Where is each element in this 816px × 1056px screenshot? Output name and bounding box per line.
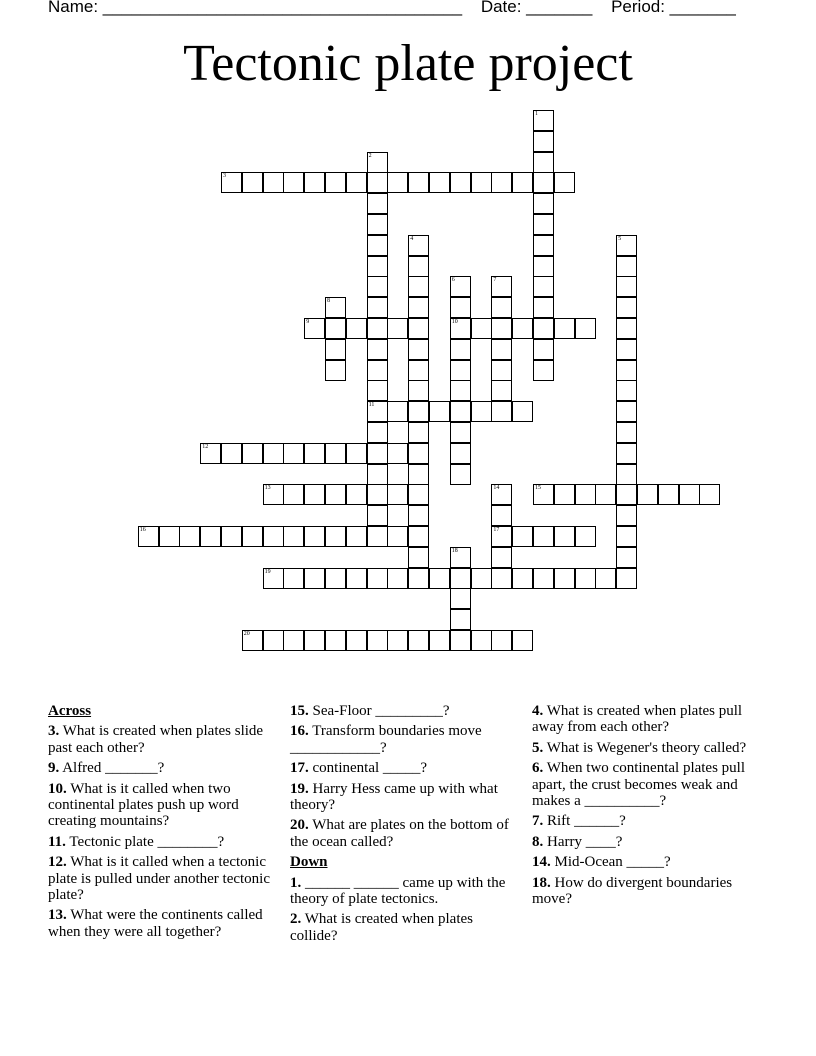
grid-cell[interactable] [533,484,554,505]
grid-cell[interactable] [491,172,512,193]
grid-cell[interactable] [200,526,221,547]
grid-cell[interactable] [367,256,388,277]
grid-cell[interactable] [491,484,512,505]
grid-cell[interactable] [471,568,492,589]
clue-number: 16. [290,723,309,740]
grid-cell[interactable] [304,630,325,651]
grid-cell[interactable] [304,526,325,547]
grid-cell[interactable] [346,443,367,464]
grid-cell[interactable] [221,443,242,464]
grid-cell[interactable] [616,568,637,589]
grid-cell[interactable] [387,484,408,505]
grid-cell[interactable] [159,526,180,547]
grid-cell[interactable] [533,235,554,256]
across-clue [290,703,522,719]
across-clue [48,907,280,940]
grid-cell[interactable] [533,360,554,381]
grid-cell[interactable] [533,276,554,297]
clue-number: 8. [532,833,544,850]
grid-cell[interactable] [658,484,679,505]
grid-cell[interactable] [304,443,325,464]
grid-cell[interactable] [450,380,471,401]
grid-cell[interactable] [283,568,304,589]
clue-number: 18 [451,547,458,554]
clue-text: What is created when plates slide past each other? [48,723,264,756]
grid-cell[interactable] [408,339,429,360]
across-clue [290,723,522,756]
grid-cell[interactable] [450,443,471,464]
grid-cell[interactable] [367,276,388,297]
grid-cell[interactable] [699,484,720,505]
clue-number: 17 [493,527,500,533]
clue-number: 6. [532,760,544,777]
grid-cell[interactable] [367,297,388,318]
grid-cell[interactable] [346,630,367,651]
grid-cell[interactable] [408,484,429,505]
grid-cell[interactable] [408,526,429,547]
grid-cell[interactable] [429,401,450,422]
clue-text: What is created when plates pull away from each other? [532,703,743,736]
clue-text: ______ ______ came up with the theory of plate tectonics. [290,874,506,908]
grid-cell[interactable] [616,464,637,485]
grid-cell[interactable] [325,484,346,505]
grid-cell[interactable] [554,484,575,505]
grid-cell[interactable] [408,318,429,339]
grid-cell[interactable] [325,630,346,651]
across-clue [48,781,280,830]
grid-cell[interactable] [533,214,554,235]
grid-cell[interactable] [533,339,554,360]
grid-cell[interactable] [346,484,367,505]
clue-number: 11 [368,402,375,409]
clue-text: Mid-Ocean _____? [554,854,671,871]
grid-cell[interactable] [512,630,533,651]
grid-cell[interactable] [325,172,346,193]
grid-cell[interactable] [491,401,512,422]
clue-number: 1 [535,111,538,117]
grid-cell[interactable] [367,464,388,485]
grid-cell[interactable] [533,568,554,589]
down-clue [532,834,764,850]
grid-cell[interactable] [387,172,408,193]
grid-cell[interactable] [450,464,471,485]
grid-cell[interactable] [533,131,554,152]
grid-cell[interactable] [491,630,512,651]
grid-cell[interactable] [408,172,429,193]
grid-cell[interactable] [491,297,512,318]
grid-cell[interactable] [616,276,637,297]
grid-cell[interactable] [512,568,533,589]
across-clue [48,834,280,850]
grid-cell[interactable] [471,401,492,422]
clue-text: How do divergent boundaries move? [532,874,733,908]
grid-cell[interactable] [367,193,388,214]
grid-cell[interactable] [242,630,263,651]
grid-cell[interactable] [367,401,388,422]
grid-cell[interactable] [408,256,429,277]
grid-cell[interactable] [283,526,304,547]
clue-number: 8 [327,298,330,305]
clue-number: 10 [451,319,458,325]
grid-cell[interactable] [575,526,596,547]
grid-cell[interactable] [450,547,471,568]
grid-cell[interactable] [429,172,450,193]
clue-text: Sea-Floor _________? [312,703,450,719]
clues-column-3 [532,703,764,911]
grid-cell[interactable] [242,526,263,547]
grid-cell[interactable] [512,401,533,422]
grid-cell[interactable] [242,443,263,464]
grid-cell[interactable] [304,318,325,339]
grid-cell[interactable] [450,297,471,318]
grid-cell[interactable] [616,256,637,277]
grid-cell[interactable] [221,172,242,193]
grid-cell[interactable] [450,422,471,443]
grid-cell[interactable] [325,360,346,381]
grid-cell[interactable] [387,318,408,339]
grid-cell[interactable] [179,526,200,547]
grid-cell[interactable] [408,547,429,568]
grid-cell[interactable] [533,297,554,318]
across-clue-list-continued [290,703,522,850]
grid-cell[interactable] [491,339,512,360]
grid-cell[interactable] [408,464,429,485]
down-clue [532,813,764,829]
grid-cell[interactable] [616,339,637,360]
grid-cell[interactable] [263,172,284,193]
clue-text: Transform boundaries move ____________? [290,723,482,756]
grid-cell[interactable] [616,443,637,464]
clue-number: 3 [223,173,226,180]
grid-cell[interactable] [616,297,637,318]
across-heading: Across [48,703,92,719]
clue-number: 9 [306,319,310,325]
grid-cell[interactable] [595,568,616,589]
grid-cell[interactable] [408,276,429,297]
grid-cell[interactable] [491,505,512,526]
clue-number: 19. [290,780,309,797]
grid-cell[interactable] [533,172,554,193]
grid-cell[interactable] [616,505,637,526]
clue-number: 15. [290,703,309,719]
grid-cell[interactable] [512,172,533,193]
clues-column-2 [290,703,522,948]
grid-cell[interactable] [200,443,221,464]
grid-cell[interactable] [533,526,554,547]
clue-number: 6 [451,277,455,284]
down-clue [532,854,764,870]
clue-number: 7 [493,277,497,284]
grid-cell[interactable] [346,172,367,193]
clue-number: 13 [264,485,271,492]
clue-text: What is created when plates collide? [290,911,473,944]
clue-text: When two continental plates pull apart, the crust becomes weak and makes a __________? [532,760,746,810]
grid-cell[interactable] [408,297,429,318]
grid-cell[interactable] [408,380,429,401]
grid-cell[interactable] [367,422,388,443]
grid-cell[interactable] [387,568,408,589]
down-clue [532,875,764,908]
grid-cell[interactable] [367,339,388,360]
grid-cell[interactable] [367,526,388,547]
down-clue [532,760,764,809]
grid-cell[interactable] [533,256,554,277]
grid-cell[interactable] [512,526,533,547]
clue-number: 19 [264,568,271,575]
grid-cell[interactable] [367,568,388,589]
grid-cell[interactable] [387,401,408,422]
clue-number: 4 [410,235,414,242]
grid-cell[interactable] [554,526,575,547]
clue-text: Rift ______? [547,813,626,830]
across-clue [290,781,522,814]
grid-cell[interactable] [408,401,429,422]
grid-cell[interactable] [491,360,512,381]
grid-cell[interactable] [471,318,492,339]
grid-cell[interactable] [450,588,471,609]
grid-cell[interactable] [325,526,346,547]
down-heading: Down [290,854,328,871]
grid-cell[interactable] [491,380,512,401]
grid-cell[interactable] [263,484,284,505]
clue-number: 17. [290,760,309,777]
grid-cell[interactable] [616,422,637,443]
grid-cell[interactable] [491,526,512,547]
grid-cell[interactable] [575,568,596,589]
grid-cell[interactable] [367,380,388,401]
clue-text: What is Wegener's theory called? [546,739,747,756]
clue-number: 14 [493,485,500,492]
grid-cell[interactable] [325,568,346,589]
clue-number: 9. [48,760,60,777]
grid-cell[interactable] [387,443,408,464]
down-clue-list [290,875,522,945]
grid-cell[interactable] [471,172,492,193]
grid-cell[interactable] [533,110,554,131]
period-field[interactable]: Period: _______ [611,0,736,16]
down-clue [532,703,764,736]
grid-cell[interactable] [533,193,554,214]
grid-cell[interactable] [491,318,512,339]
grid-cell[interactable] [533,152,554,173]
grid-cell[interactable] [367,630,388,651]
clue-text: What is it called when two continental plates push up word creating mountains? [48,780,239,830]
grid-cell[interactable] [637,484,658,505]
grid-cell[interactable] [367,214,388,235]
clue-number: 14. [532,854,551,871]
grid-cell[interactable] [325,339,346,360]
down-clue-list-continued [532,703,764,907]
grid-cell[interactable] [616,360,637,381]
across-clue [48,760,280,776]
grid-cell[interactable] [616,484,637,505]
across-clue [290,817,522,850]
grid-cell[interactable] [616,401,637,422]
grid-cell[interactable] [616,318,637,339]
grid-cell[interactable] [242,172,263,193]
clue-text: continental _____? [312,760,428,777]
clue-number: 1. [290,874,302,891]
grid-cell[interactable] [283,443,304,464]
grid-cell[interactable] [408,568,429,589]
across-clue [48,854,280,903]
grid-cell[interactable] [554,568,575,589]
grid-cell[interactable] [491,568,512,589]
grid-cell[interactable] [367,360,388,381]
grid-cell[interactable] [408,235,429,256]
clue-number: 15 [535,485,541,492]
name-field[interactable]: Name: ______________________________________ [48,0,463,16]
grid-cell[interactable] [533,318,554,339]
grid-cell[interactable] [554,172,575,193]
grid-cell[interactable] [616,547,637,568]
clues-column-1 [48,703,280,944]
grid-cell[interactable] [367,318,388,339]
clue-number: 2 [368,152,372,159]
clue-number: 10. [48,780,67,797]
clue-text: Harry Hess came up with what theory? [290,780,498,814]
grid-cell[interactable] [450,339,471,360]
grid-cell[interactable] [679,484,700,505]
grid-cell[interactable] [325,443,346,464]
grid-cell[interactable] [304,172,325,193]
grid-cell[interactable] [283,484,304,505]
grid-cell[interactable] [450,318,471,339]
clue-number: 3. [48,723,60,740]
grid-cell[interactable] [408,505,429,526]
clue-number: 20 [243,631,250,637]
grid-cell[interactable] [263,443,284,464]
grid-cell[interactable] [616,380,637,401]
grid-cell[interactable] [283,630,304,651]
clue-number: 16 [139,527,146,533]
clue-text: What are plates on the bottom of the ocean called? [290,817,509,850]
grid-cell[interactable] [138,526,159,547]
grid-cell[interactable] [575,484,596,505]
grid-cell[interactable] [408,630,429,651]
clue-text: Tectonic plate ________? [69,833,225,850]
clue-text: Alfred _______? [62,760,165,777]
grid-cell[interactable] [450,276,471,297]
clue-text: What is it called when a tectonic plate is pulled under another tectonic plate? [48,854,271,904]
grid-cell[interactable] [554,318,575,339]
grid-cell[interactable] [429,568,450,589]
clue-number: 12. [48,854,67,871]
grid-cell[interactable] [387,630,408,651]
grid-cell[interactable] [616,235,637,256]
grid-cell[interactable] [325,297,346,318]
down-clue [290,875,522,908]
grid-cell[interactable] [367,505,388,526]
clue-text: What were the continents called when they were all together? [48,907,263,940]
grid-cell[interactable] [408,422,429,443]
grid-cell[interactable] [450,568,471,589]
grid-cell[interactable] [387,526,408,547]
grid-cell[interactable] [346,318,367,339]
across-clue [48,723,280,756]
clue-number: 2. [290,911,302,928]
grid-cell[interactable] [367,484,388,505]
down-clue [290,911,522,944]
grid-cell[interactable] [408,443,429,464]
grid-cell[interactable] [491,547,512,568]
grid-cell[interactable] [450,172,471,193]
clue-text: Harry ____? [547,833,623,850]
clue-number: 4. [532,703,544,719]
grid-cell[interactable] [346,568,367,589]
grid-cell[interactable] [367,443,388,464]
grid-cell[interactable] [263,630,284,651]
clue-number: 18. [532,874,551,891]
across-clue [290,760,522,776]
down-clue [532,740,764,756]
clue-number: 13. [48,907,67,924]
grid-cell[interactable] [575,318,596,339]
grid-cell[interactable] [450,609,471,630]
grid-cell[interactable] [367,235,388,256]
grid-cell[interactable] [450,360,471,381]
clue-number: 12 [202,443,209,450]
clue-number: 7. [532,813,544,830]
grid-cell[interactable] [408,360,429,381]
grid-cell[interactable] [471,630,492,651]
grid-cell[interactable] [429,630,450,651]
page-title: Tectonic plate project [183,35,633,92]
grid-cell[interactable] [263,568,284,589]
grid-cell[interactable] [595,484,616,505]
grid-cell[interactable] [512,318,533,339]
grid-cell[interactable] [346,526,367,547]
grid-cell[interactable] [367,172,388,193]
clue-number: 5 [618,235,622,242]
grid-cell[interactable] [304,484,325,505]
date-field[interactable]: Date: _______ [480,0,593,16]
clue-number: 5. [532,739,544,756]
grid-cell[interactable] [304,568,325,589]
grid-cell[interactable] [325,318,346,339]
grid-cell[interactable] [367,152,388,173]
clue-number: 11. [48,833,66,850]
clue-number: 20. [290,817,309,834]
grid-cell[interactable] [263,526,284,547]
grid-cell[interactable] [616,526,637,547]
grid-cell[interactable] [450,401,471,422]
grid-cell[interactable] [221,526,242,547]
grid-cell[interactable] [450,630,471,651]
across-clue-list [48,723,280,940]
grid-cell[interactable] [491,276,512,297]
grid-cell[interactable] [283,172,304,193]
